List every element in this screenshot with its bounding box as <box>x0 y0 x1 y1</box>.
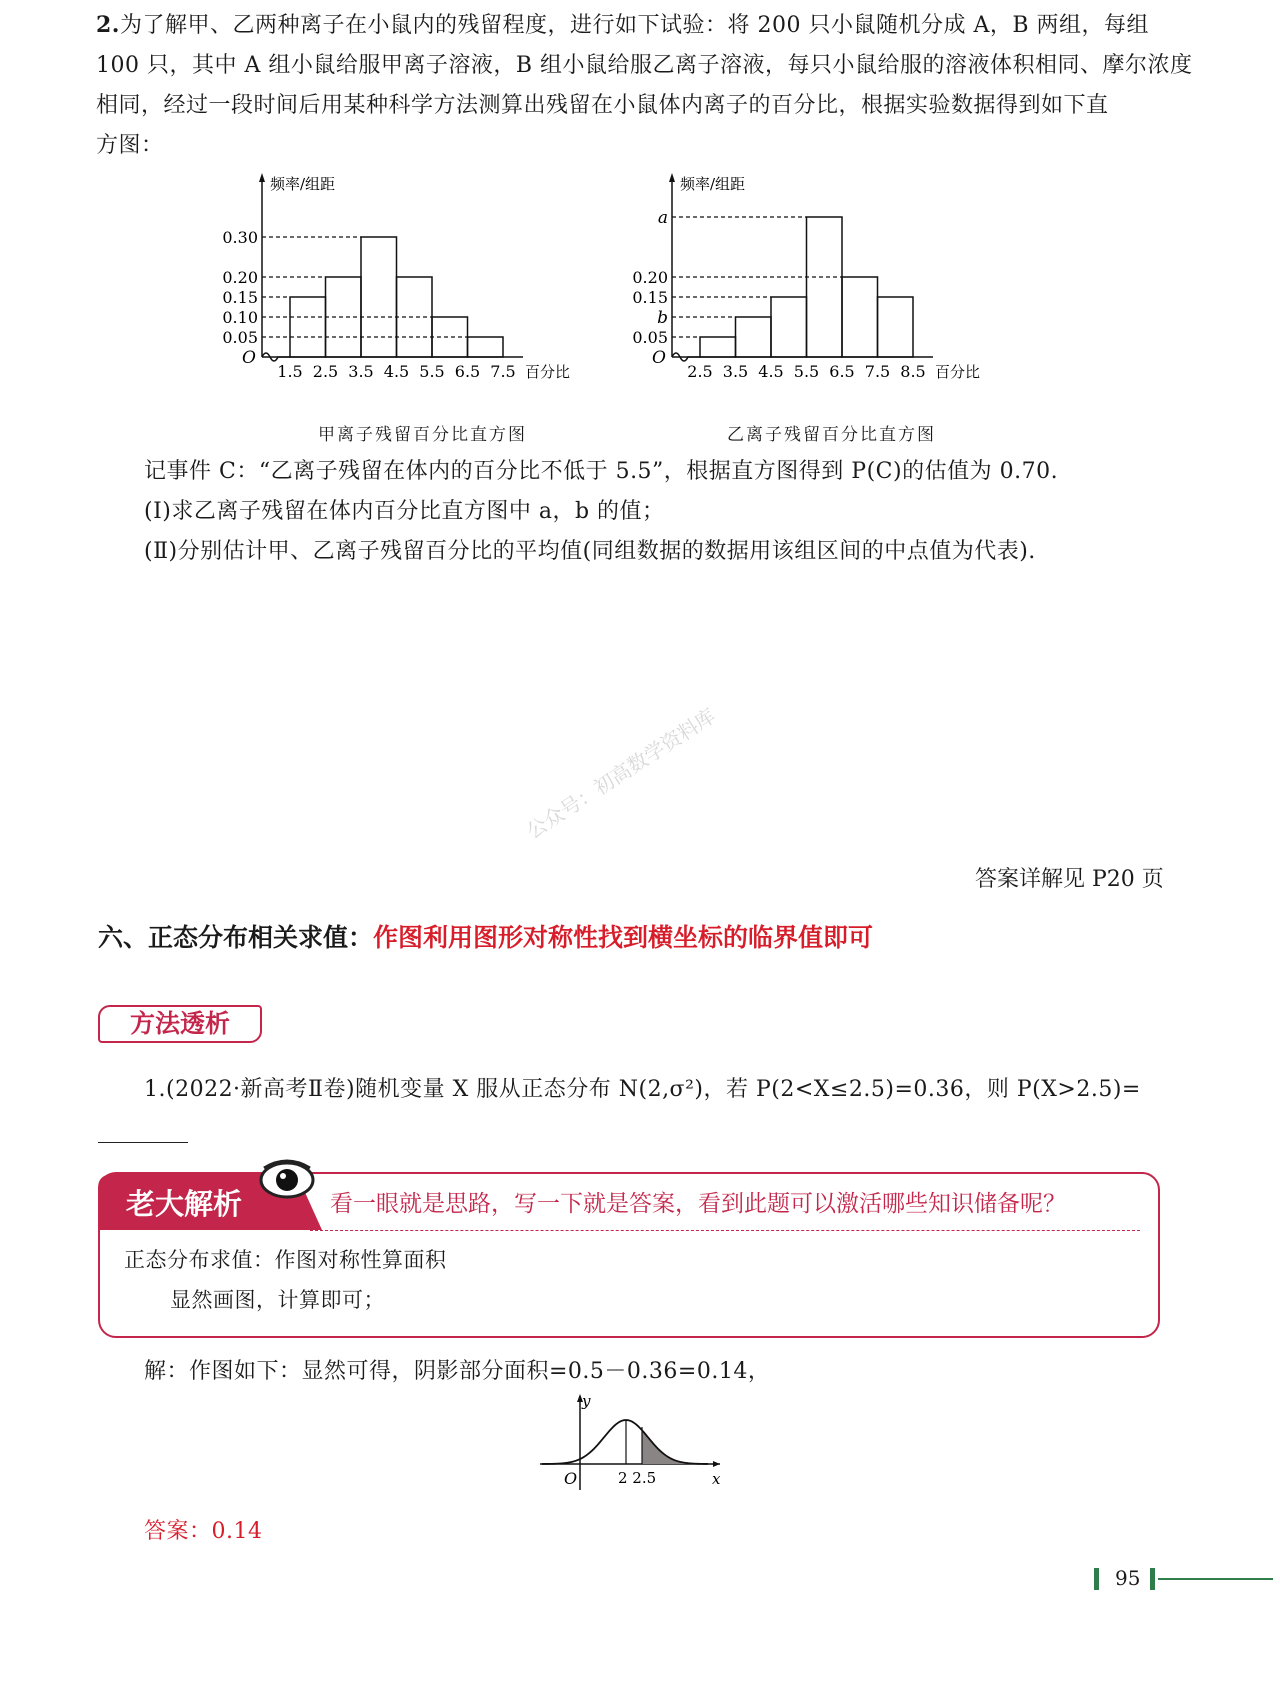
analysis-line1: 正态分布求值：作图对称性算面积 <box>124 1248 447 1272</box>
eye-icon <box>258 1156 316 1200</box>
section-title-label: 六、正态分布相关求值： <box>98 923 374 952</box>
tick-labels: 2 2.5 <box>618 1469 657 1487</box>
solution-text: 解：作图如下：显然可得，阴影部分面积=0.5－0.36=0.14， <box>144 1359 771 1384</box>
footer-bar-right <box>1150 1568 1155 1590</box>
x-tick-label: 8.5 <box>900 362 926 381</box>
x-axis-label: 百分比 <box>525 363 571 381</box>
histogram-yi-title: 乙离子残留百分比直方图 <box>727 425 936 445</box>
event-c: 记事件 C：“乙离子残留在体内的百分比不低于 5.5”，根据直方图得到 P(C)的估值为 0.70. <box>144 459 1059 484</box>
x-tick-label: 2.5 <box>687 362 713 381</box>
y-tick-label: 0.20 <box>632 268 668 287</box>
histogram-bar <box>361 237 397 357</box>
histogram-bar <box>736 317 772 357</box>
histogram-bar <box>842 277 878 357</box>
final-answer: 答案：0.14 <box>144 1519 263 1544</box>
section-title-highlight: 作图利用图形对称性找到横坐标的临界值即可 <box>373 923 874 952</box>
footer-rule <box>1158 1578 1273 1580</box>
problem1-text: 1.(2022·新高考Ⅱ卷)随机变量 X 服从正态分布 N(2,σ²)，若 P(2<X≤2.5)=0.36，则 P(X>2.5)= <box>144 1077 1141 1102</box>
problem2-line1: 为了解甲、乙两种离子在小鼠内的残留程度，进行如下试验：将 200 只小鼠随机分成 A，B 两组，每组 <box>119 13 1149 38</box>
x-tick-label: 5.5 <box>793 362 820 381</box>
analysis-question: 看一眼就是思路，写一下就是答案，看到此题可以激活哪些知识储备呢？ <box>330 1191 1066 1217</box>
histogram-jia-title: 甲离子残留百分比直方图 <box>318 425 527 445</box>
method-tag: 方法透析 <box>98 1005 262 1043</box>
histogram-jia <box>220 165 620 405</box>
histogram-bar <box>878 297 914 357</box>
answer-reference: 答案详解见 P20 页 <box>975 867 1164 892</box>
problem2-line2: 100 只，其中 A 组小鼠给服甲离子溶液，B 组小鼠给服乙离子溶液，每只小鼠给服的溶液体积相同、摩尔浓度 <box>96 53 1193 78</box>
x-tick-label: 5.5 <box>419 362 445 381</box>
y-tick-label: 0.15 <box>222 288 258 307</box>
y-tick-label: 0.05 <box>632 328 668 347</box>
analysis-line2: 显然画图，计算即可； <box>170 1288 385 1312</box>
histogram-yi <box>630 165 1050 405</box>
watermark: 公众号：初高数学资料库 <box>522 703 720 844</box>
problem2-line3: 相同，经过一段时间后用某种科学方法测算出残留在小鼠体内离子的百分比，根据实验数据得到如下直 <box>96 93 1109 118</box>
footer-bar-left <box>1094 1568 1099 1590</box>
y-tick-label: 0.05 <box>222 328 258 347</box>
x-tick-label: 2.5 <box>312 362 339 381</box>
y-tick-label: a <box>657 208 668 228</box>
y-tick-label: 0.30 <box>222 228 258 247</box>
y-axis-arrow <box>669 173 675 182</box>
histogram-bar <box>290 297 326 357</box>
histogram-bar <box>807 217 843 357</box>
y-tick-label: b <box>657 308 668 328</box>
x-tick-label: 6.5 <box>454 362 481 381</box>
analysis-content <box>124 1240 1124 1320</box>
answer-blank-line <box>98 1142 188 1143</box>
y-tick-label: 0.10 <box>222 308 258 327</box>
page-number: 95 <box>1115 1566 1141 1590</box>
x-tick-label: 7.5 <box>864 362 891 381</box>
x-axis-label: 百分比 <box>935 363 981 381</box>
normal-curve <box>542 1420 708 1464</box>
problem2-text <box>96 5 1216 166</box>
histogram-bar <box>700 337 736 357</box>
x-axis-label: x <box>712 1470 721 1488</box>
histogram-bar <box>771 297 807 357</box>
origin-label: O <box>564 1469 578 1488</box>
question-1: (Ⅰ)求乙离子残留在体内百分比直方图中 a，b 的值； <box>144 499 665 524</box>
y-tick-label: 0.15 <box>632 288 668 307</box>
x-tick-label: 6.5 <box>829 362 855 381</box>
analysis-head-label: 老大解析 <box>126 1187 243 1221</box>
y-axis-label: y <box>582 1392 591 1410</box>
normal-distribution-graph <box>530 1392 730 1492</box>
origin-label: O <box>242 348 256 368</box>
x-tick-label: 1.5 <box>277 362 303 381</box>
problem-number: 2. <box>96 12 120 38</box>
y-axis-label: 频率/组距 <box>270 175 336 193</box>
histogram-bar <box>468 337 504 357</box>
y-axis-arrow <box>259 173 265 182</box>
x-tick-label: 4.5 <box>758 362 784 381</box>
analysis-divider <box>310 1230 1140 1231</box>
x-tick-label: 4.5 <box>383 362 410 381</box>
y-axis-label: 频率/组距 <box>680 175 746 193</box>
y-tick-label: 0.20 <box>222 268 258 287</box>
section-title <box>98 918 873 954</box>
origin-label: O <box>652 348 666 368</box>
x-tick-label: 3.5 <box>348 362 374 381</box>
shaded-area <box>642 1430 708 1464</box>
x-tick-label: 3.5 <box>722 362 749 381</box>
problem2-line4: 方图： <box>96 133 164 158</box>
question-2: (Ⅱ)分别估计甲、乙离子残留百分比的平均值(同组数据的数据用该组区间的中点值为代表). <box>144 539 1036 564</box>
x-tick-label: 7.5 <box>490 362 516 381</box>
problem2-questions <box>144 452 1224 572</box>
